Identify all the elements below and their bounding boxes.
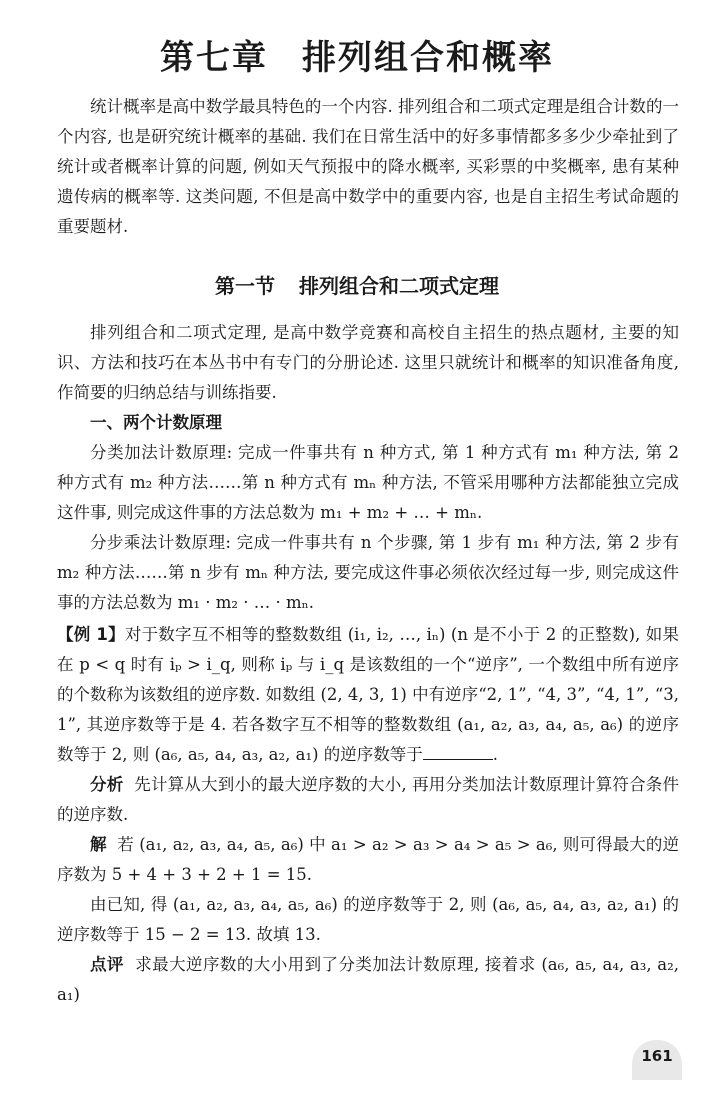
chapter-intro [57, 92, 679, 242]
solution [57, 830, 679, 890]
answer-blank [423, 741, 493, 760]
section-body [57, 318, 679, 618]
example-1: 【例 1】对于数字互不相等的整数数组 (i₁, i₂, …, iₙ) (n 是不小于 2 的正整数), 如果在 p < q 时有 iₚ > i_q, 则称 iₚ 与 i_q 是该数组的一个“逆序”, 一个数组中所有逆序的个数称为该数组的逆序数. 如数组 (2, 4, 3, 1) 中有逆序“2, 1”, “4, 3”, “4, 1”, “3, 1”, 其逆序数等于是 4. 若各数字互不相等的整数数组 (a₁, a₂, a₃, a₄, a₅, a₆) 的逆序数等于 2, 则 (a₆, a₅, a₄, a₃, a₂, a₁) 的逆序数等于 . [57, 625, 679, 764]
section-name: 排列组合和二项式定理 [299, 274, 499, 298]
solution-continued: 由已知, 得 (a₁, a₂, a₃, a₄, a₅, a₆) 的逆序数等于 2, 则 (a₆, a₅, a₄, a₃, a₂, a₁) 的逆序数等于 15 − 2 = 13. 故填 13. [57, 895, 679, 944]
solution-text: 若 (a₁, a₂, a₃, a₄, a₅, a₆) 中 a₁ > a₂ > a₃ > a₄ > a₅ > a₆, 则可得最大的逆序数为 5 + 4 + 3 + 2 + 1 = 15. [57, 835, 679, 884]
comment [57, 950, 679, 1010]
analysis-label: 分析 [90, 775, 124, 794]
chapter-number: 第七章 [160, 38, 268, 78]
subheading: 一、两个计数原理 [90, 413, 222, 432]
example-block [57, 620, 679, 1010]
solution-label: 解 [90, 835, 107, 854]
chapter-title [0, 30, 714, 79]
principle-mult: 分步乘法计数原理: 完成一件事共有 n 个步骤, 第 1 步有 m₁ 种方法, 第 2 步有 m₂ 种方法……第 n 步有 mₙ 种方法, 要完成这件事必须依次经过每一步, 则完成这件事的方法总数为 m₁ · m₂ · … · mₙ. [57, 533, 679, 612]
example-label: 【例 1】 [57, 625, 125, 644]
analysis [57, 770, 679, 830]
principle-add: 分类加法计数原理: 完成一件事共有 n 种方式, 第 1 种方式有 m₁ 种方法, 第 2 种方式有 m₂ 种方法……第 n 种方式有 mₙ 种方法, 不管采用哪种方法都能独立完成这件事, 则完成这件事的方法总数为 m₁ + m₂ + … + mₙ. [57, 443, 679, 522]
section-intro: 排列组合和二项式定理, 是高中数学竞赛和高校自主招生的热点题材, 主要的知识、方法和技巧在本丛书中有专门的分册论述. 这里只就统计和概率的知识准备角度, 作简要的归纳总结与训练指要. [57, 323, 679, 402]
section-number: 第一节 [215, 274, 275, 298]
chapter-name: 排列组合和概率 [302, 38, 554, 78]
comment-label: 点评 [90, 955, 124, 974]
comment-text: 求最大逆序数的大小用到了分类加法计数原理, 接着求 (a₆, a₅, a₄, a₃, a₂, a₁) [57, 955, 680, 1004]
intro-paragraph: 统计概率是高中数学最具特色的一个内容. 排列组合和二项式定理是组合计数的一个内容, 也是研究统计概率的基础. 我们在日常生活中的好多事情都多多少少牵扯到了统计或者概率计算的问题, 例如天气预报中的降水概率, 买彩票的中奖概率, 患有某种遗传病的概率等. 这类问题, 不但是高中数学中的重要内容, 也是自主招生考试命题的重要题材. [57, 97, 679, 236]
section-title [0, 270, 714, 299]
example-text: 对于数字互不相等的整数数组 (i₁, i₂, …, iₙ) (n 是不小于 2 的正整数), 如果在 p < q 时有 iₚ > i_q, 则称 iₚ 与 i_q 是该数组的一个“逆序”, 一个数组中所有逆序的个数称为该数组的逆序数. 如数组 (2, 4, 3, 1) 中有逆序“2, 1”, “4, 3”, “4, 1”, “3, 1”, 其逆序数等于是 4. 若各数字互不相等的整数数组 (a₁, a₂, a₃, a₄, a₅, a₆) 的逆序数等于 2, 则 (a₆, a₅, a₄, a₃, a₂, a₁) 的逆序数等于 [57, 625, 679, 764]
page-number: 161 [632, 1040, 682, 1080]
analysis-text: 先计算从大到小的最大逆序数的大小, 再用分类加法计数原理计算符合条件的逆序数. [57, 775, 679, 824]
